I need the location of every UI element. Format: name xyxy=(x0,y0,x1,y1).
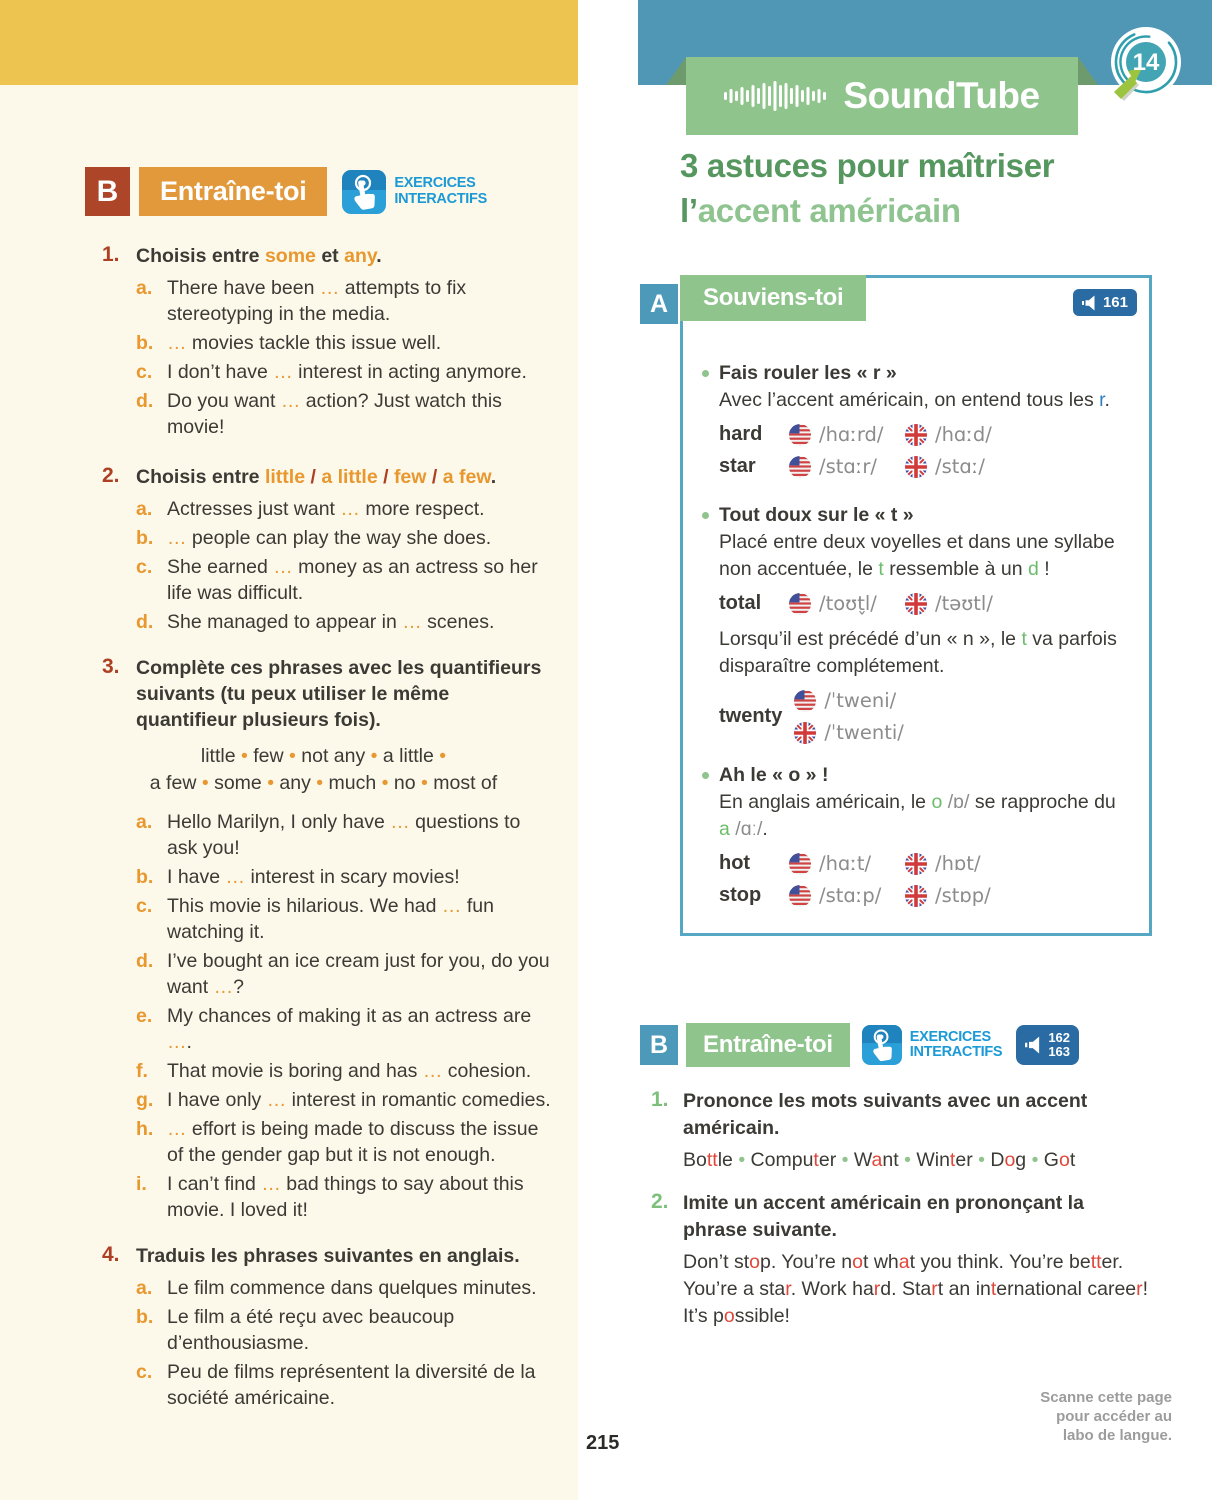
yellow-banner xyxy=(0,0,578,85)
item-letter: a. xyxy=(136,498,153,520)
word-bank-line: little • few • not any • a little • xyxy=(200,745,447,767)
exercise-item xyxy=(136,330,552,356)
ipa-us: /toʊt̬l/ xyxy=(819,592,877,615)
pronunciation-row xyxy=(719,590,1129,617)
souviens-toi-box xyxy=(649,275,1152,936)
tip-o-sound xyxy=(705,762,1129,909)
waveform-icon xyxy=(724,79,826,113)
us-flag-icon xyxy=(789,456,811,478)
exercise-item xyxy=(136,1087,552,1113)
exercise-number: 1. xyxy=(102,243,120,266)
speaker-icon xyxy=(1025,1036,1042,1054)
speaker-icon xyxy=(1082,295,1097,311)
interactive-exercises-badge[interactable] xyxy=(862,1025,1003,1065)
exercise-item xyxy=(136,609,552,635)
tip-body: Placé entre deux voyelles et dans une syllabe non accentuée, le t ressemble à un d ! xyxy=(719,531,1115,580)
pron-word: hard xyxy=(719,423,763,445)
uk-flag-icon xyxy=(794,722,816,744)
uk-flag-icon xyxy=(905,424,927,446)
item-letter: i. xyxy=(136,1173,147,1195)
exercise-2 xyxy=(85,464,552,635)
item-text: She earned … money as an actress so her life was difficult. xyxy=(167,556,538,604)
audio-track-badge[interactable] xyxy=(1073,289,1137,316)
pron-word: total xyxy=(719,592,762,614)
tip-heading: Fais rouler les « r » xyxy=(719,362,897,384)
interactive-exercises-label: EXERCICES INTERACTIFS xyxy=(909,1028,1003,1060)
item-letter: g. xyxy=(136,1089,154,1111)
item-text: I’ve bought an ice cream just for you, do you want …? xyxy=(167,950,550,998)
item-text: Hello Marilyn, I only have … questions to ask you! xyxy=(167,811,521,859)
exercise-4 xyxy=(85,1243,552,1411)
exercise-number: 3. xyxy=(102,655,120,678)
item-letter: b. xyxy=(136,866,154,888)
bullet-icon xyxy=(702,512,709,519)
page-number: 215 xyxy=(586,1432,620,1454)
item-letter: d. xyxy=(136,611,154,633)
word-bank-line: a few • some • any • much • no • most of xyxy=(149,772,498,794)
scan-note: Scanne cette page pour accéder au labo de langue. xyxy=(1040,1389,1172,1444)
item-text: I have … interest in scary movies! xyxy=(167,866,460,888)
pronunciation-row xyxy=(719,882,1129,909)
item-letter: a. xyxy=(136,1277,153,1299)
tip-soft-t xyxy=(705,502,1129,746)
left-page xyxy=(0,0,578,1500)
item-text: … movies tackle this issue well. xyxy=(167,332,442,354)
item-text: Le film a été reçu avec beaucoup d’enthousiasme. xyxy=(167,1306,455,1354)
pron-word: stop xyxy=(719,884,762,906)
exercise-heading: Choisis entre some et any. xyxy=(136,245,382,267)
item-letter: d. xyxy=(136,950,154,972)
us-flag-icon xyxy=(789,424,811,446)
item-letter: b. xyxy=(136,1306,154,1328)
us-flag-icon xyxy=(789,885,811,907)
section-title: Entraîne-toi xyxy=(686,1023,850,1067)
item-text: Do you want … action? Just watch this movie! xyxy=(167,390,502,438)
item-letter: b. xyxy=(136,527,154,549)
exercise-heading: Imite un accent américain en prononçant la phrase suivante. xyxy=(683,1192,1084,1241)
section-title: Entraîne-toi xyxy=(139,167,327,216)
ipa-us: /ˈtweni/ xyxy=(824,689,897,712)
pron-word: twenty xyxy=(719,705,783,727)
uk-flag-icon xyxy=(905,593,927,615)
item-text: This movie is hilarious. We had … fun watching it. xyxy=(167,895,494,943)
exercise-heading: Traduis les phrases suivantes en anglais. xyxy=(136,1245,520,1267)
practice-words: Bottle • Computer • Want • Winter • Dog • Got xyxy=(683,1149,1076,1171)
audio-track-badge[interactable] xyxy=(1016,1025,1079,1065)
exercise-number: 1. xyxy=(651,1088,669,1111)
right-page xyxy=(638,0,1212,1500)
page-title-line1: 3 astuces pour maîtriser xyxy=(680,147,1055,184)
item-letter: h. xyxy=(136,1118,154,1140)
exercise-heading: Complète ces phrases avec les quantifieurs suivants (tu peux utiliser le même quantifieur plusieurs fois). xyxy=(136,657,542,731)
item-letter: d. xyxy=(136,390,154,412)
ipa-uk: /stɒp/ xyxy=(935,884,991,907)
page-title-line2-accent: accent américain xyxy=(697,192,961,229)
exercise-number: 2. xyxy=(651,1190,669,1213)
interactive-exercises-badge[interactable] xyxy=(342,170,487,214)
item-text: Actresses just want … more respect. xyxy=(167,498,485,520)
audio-track-number: 161 xyxy=(1102,294,1128,311)
uk-flag-icon xyxy=(905,456,927,478)
word-bank xyxy=(95,743,552,797)
souviens-toi-header: Souviens-toi xyxy=(680,275,866,321)
touch-icon xyxy=(342,170,386,214)
item-text: That movie is boring and has … cohesion. xyxy=(167,1060,532,1082)
soundtube-banner xyxy=(686,57,1078,135)
item-letter: c. xyxy=(136,361,153,383)
item-letter: c. xyxy=(136,895,153,917)
exercise-item xyxy=(136,1171,552,1223)
exercise-number: 4. xyxy=(102,1243,120,1266)
item-letter: e. xyxy=(136,1005,153,1027)
exercise-item xyxy=(136,1359,552,1411)
uk-flag-icon xyxy=(905,885,927,907)
item-text: I have only … interest in romantic comedies. xyxy=(167,1089,551,1111)
tip-roll-r xyxy=(705,360,1129,480)
exercise-1 xyxy=(651,1088,1172,1174)
ipa-uk: /stɑː/ xyxy=(935,455,985,478)
ipa-us: /stɑːp/ xyxy=(819,884,882,907)
chapter-badge xyxy=(1102,24,1186,108)
left-section-header xyxy=(85,167,552,216)
item-letter: b. xyxy=(136,332,154,354)
ipa-us: /hɑːrd/ xyxy=(819,423,884,446)
exercise-item xyxy=(136,1116,552,1168)
exercise-item xyxy=(136,864,552,890)
exercise-item xyxy=(136,554,552,606)
exercise-item xyxy=(136,893,552,945)
interactive-exercises-label: EXERCICES INTERACTIFS xyxy=(394,175,487,207)
page-title xyxy=(680,143,1172,233)
tip-body: En anglais américain, le o /ɒ/ se rapproche du a /ɑː/. xyxy=(719,791,1116,840)
exercise-item xyxy=(136,1304,552,1356)
exercise-item xyxy=(136,275,552,327)
audio-track-numbers: 162 163 xyxy=(1048,1030,1071,1059)
item-text: … people can play the way she does. xyxy=(167,527,492,549)
section-b-badge: B xyxy=(85,167,130,216)
ipa-uk: /təʊtl/ xyxy=(935,592,993,615)
us-flag-icon xyxy=(789,593,811,615)
tip-body: Avec l’accent américain, on entend tous les r. xyxy=(719,389,1110,411)
tip-heading: Tout doux sur le « t » xyxy=(719,504,914,526)
exercise-1 xyxy=(85,243,552,440)
pronunciation-row xyxy=(719,421,1129,448)
pronunciation-row xyxy=(719,453,1129,480)
exercise-item xyxy=(136,359,552,385)
item-letter: c. xyxy=(136,556,153,578)
ipa-uk: /hɒt/ xyxy=(935,852,981,875)
chapter-number: 14 xyxy=(1132,49,1160,76)
exercise-number: 2. xyxy=(102,464,120,487)
practice-sentence: Don’t stop. You’re not what you think. You’re better. You’re a star. Work hard. Start an international career! It’s possible! xyxy=(683,1251,1149,1327)
touch-icon xyxy=(862,1025,902,1065)
pronunciation-row xyxy=(719,850,1129,877)
exercise-2 xyxy=(651,1190,1172,1330)
exercise-3 xyxy=(85,655,552,1223)
item-text: My chances of making it as an actress are …. xyxy=(167,1005,532,1053)
soundtube-logo-text: SoundTube xyxy=(843,75,1040,116)
item-letter: a. xyxy=(136,277,153,299)
exercise-item xyxy=(136,1058,552,1084)
pron-word: hot xyxy=(719,852,751,874)
exercise-item xyxy=(136,809,552,861)
ipa-us: /hɑːt/ xyxy=(819,852,872,875)
exercise-item xyxy=(136,525,552,551)
item-letter: f. xyxy=(136,1060,148,1082)
tip-body: Lorsqu’il est précédé d’un « n », le t va parfois disparaître complétement. xyxy=(719,628,1117,677)
exercise-item xyxy=(136,1003,552,1055)
exercise-item xyxy=(136,388,552,440)
right-section-header xyxy=(640,1022,1172,1068)
item-text: … effort is being made to discuss the issue of the gender gap but it is not enough. xyxy=(167,1118,539,1166)
section-b-badge: B xyxy=(640,1025,678,1065)
us-flag-icon xyxy=(789,853,811,875)
bullet-icon xyxy=(702,370,709,377)
item-letter: a. xyxy=(136,811,153,833)
item-text: I can’t find … bad things to say about this movie. I loved it! xyxy=(167,1173,524,1221)
item-letter: c. xyxy=(136,1361,153,1383)
exercise-item xyxy=(136,1275,552,1301)
item-text: I don’t have … interest in acting anymore. xyxy=(167,361,527,383)
exercise-heading: Choisis entre little / a little / few / a few. xyxy=(136,466,497,488)
tip-heading: Ah le « o » ! xyxy=(719,764,829,786)
ipa-uk: /ˈtwenti/ xyxy=(824,721,904,744)
item-text: There have been … attempts to fix stereotyping in the media. xyxy=(167,277,467,325)
item-text: Le film commence dans quelques minutes. xyxy=(167,1277,537,1299)
uk-flag-icon xyxy=(905,853,927,875)
page-title-line2-prefix: l’ xyxy=(680,192,698,229)
pron-word: star xyxy=(719,455,756,477)
item-text: She managed to appear in … scenes. xyxy=(167,611,495,633)
ipa-uk: /hɑːd/ xyxy=(935,423,992,446)
item-text: Peu de films représentent la diversité de la société américaine. xyxy=(167,1361,536,1409)
section-a-badge: A xyxy=(640,284,678,324)
bullet-icon xyxy=(702,772,709,779)
ipa-us: /stɑːr/ xyxy=(819,455,877,478)
exercise-item xyxy=(136,948,552,1000)
exercise-item xyxy=(136,496,552,522)
exercise-heading: Prononce les mots suivants avec un accent américain. xyxy=(683,1090,1088,1139)
pronunciation-row xyxy=(719,687,1129,746)
us-flag-icon xyxy=(794,690,816,712)
